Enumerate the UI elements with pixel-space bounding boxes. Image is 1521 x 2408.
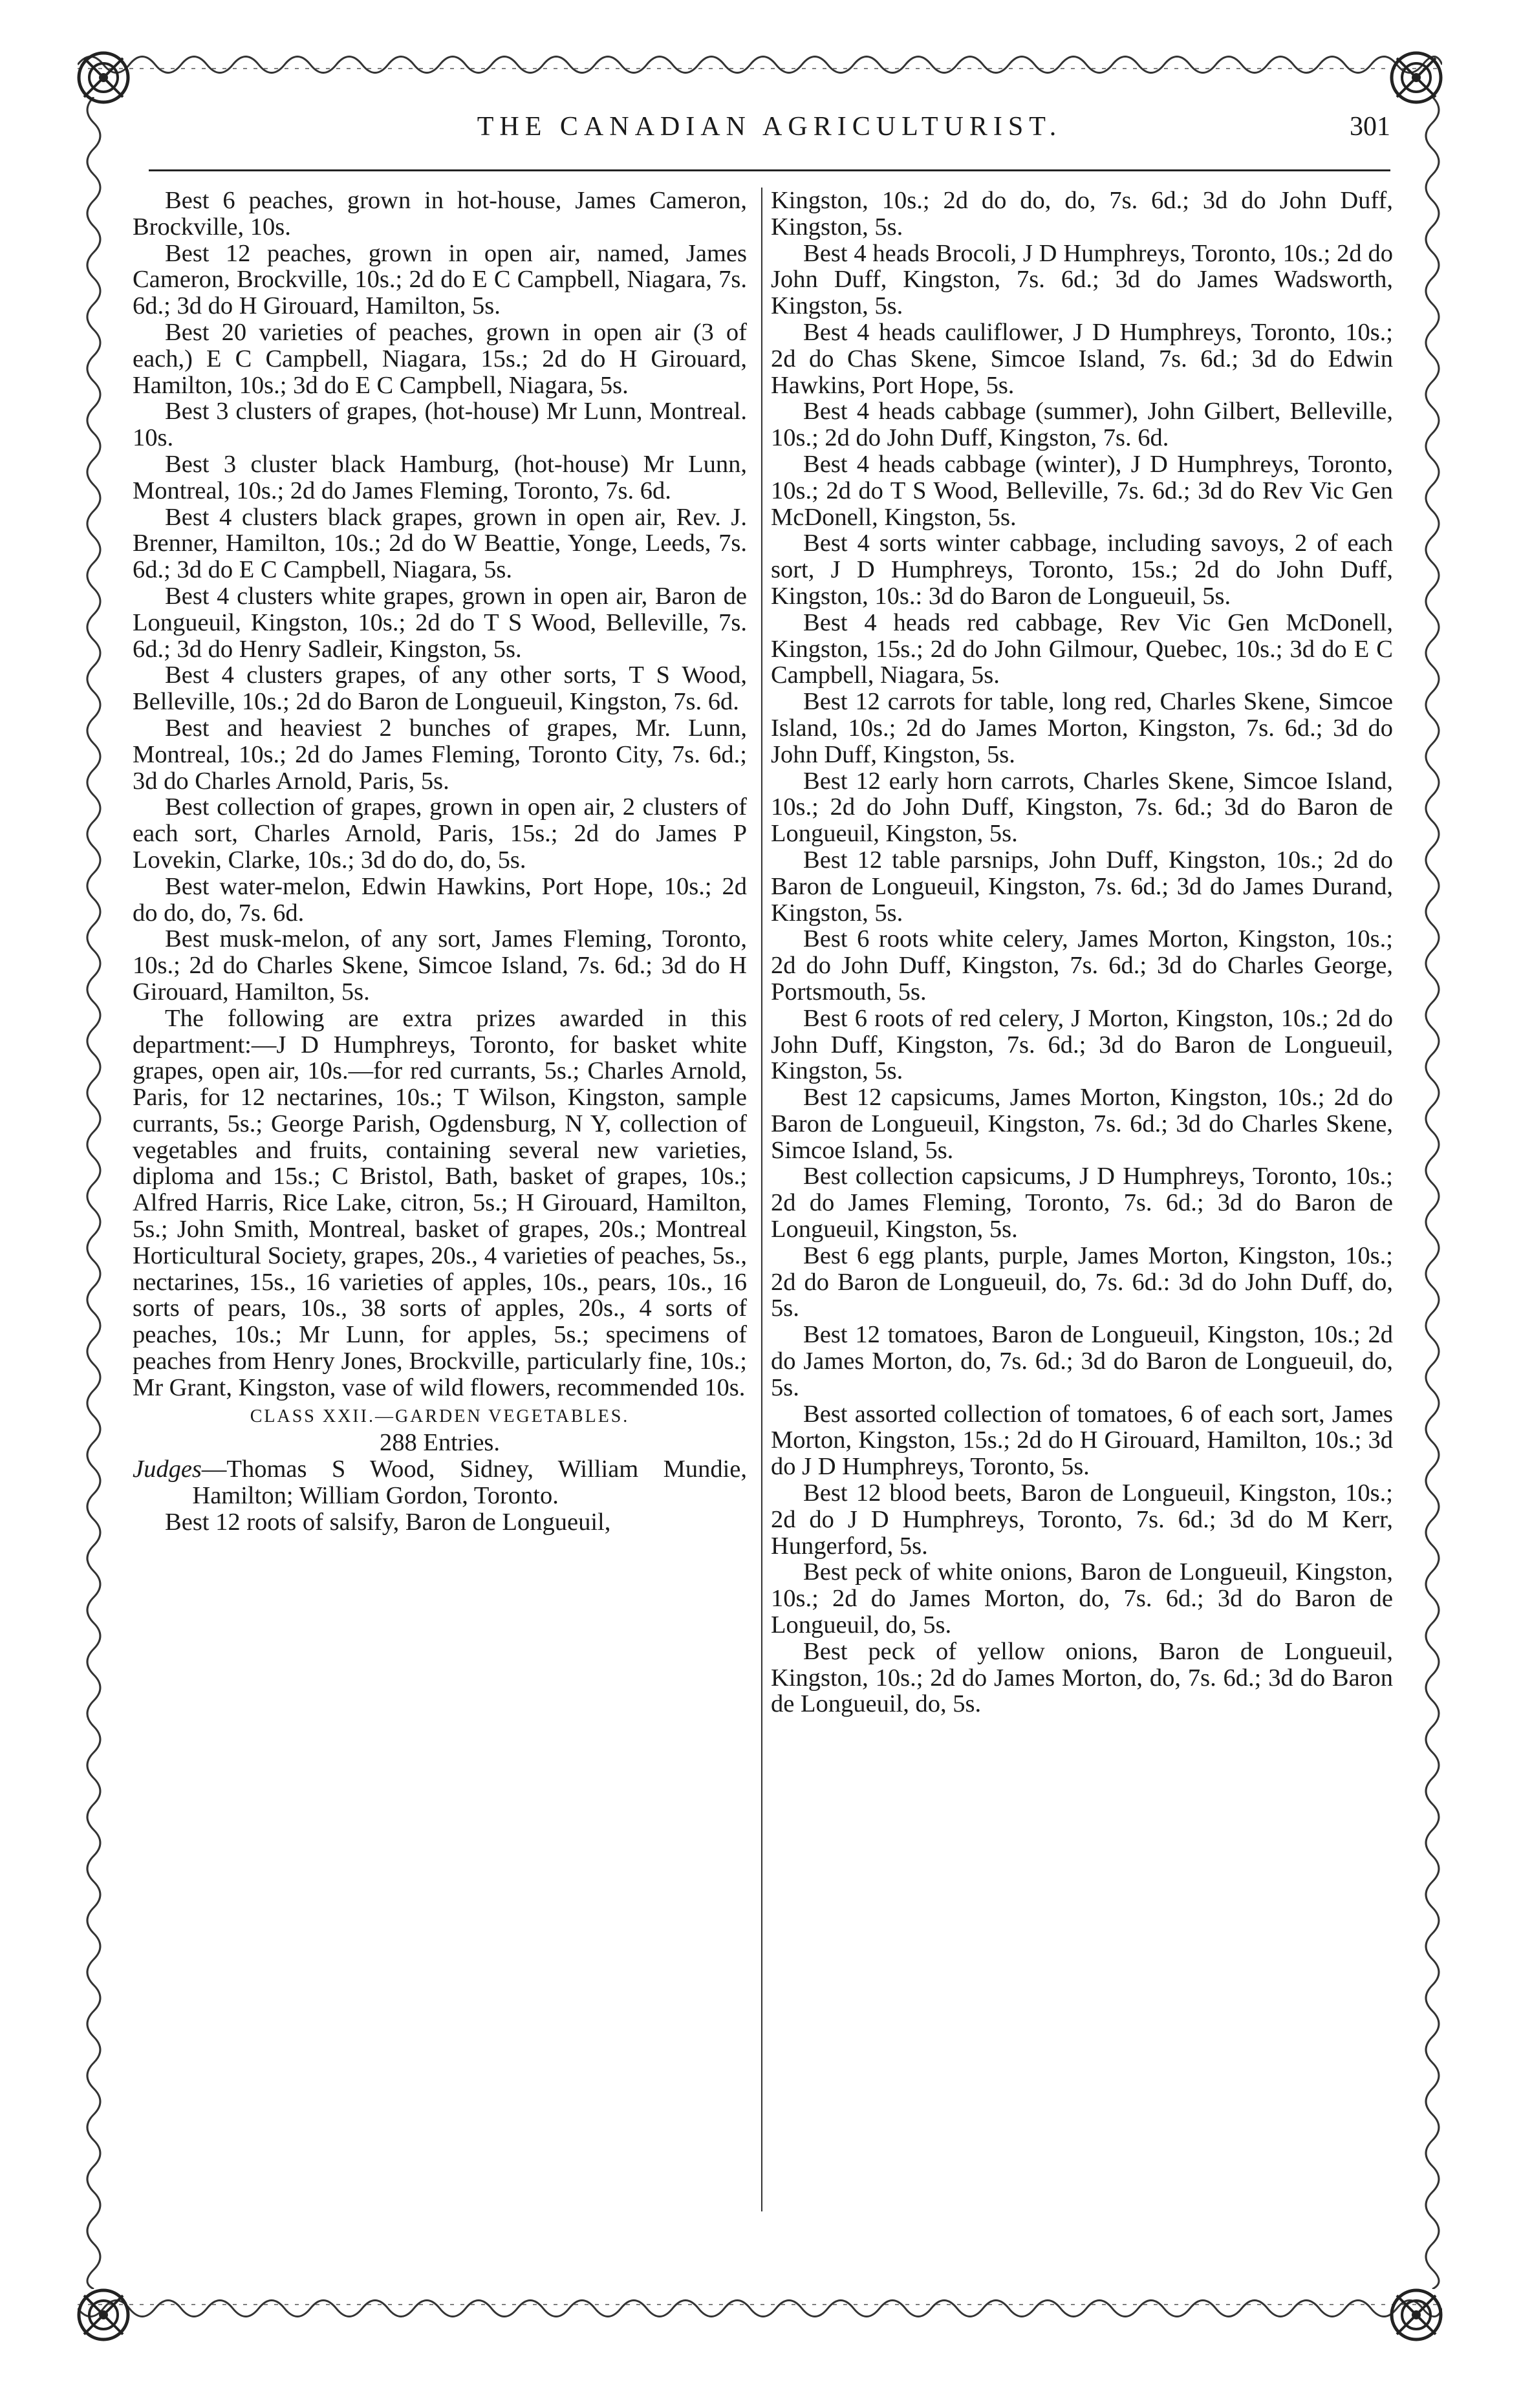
- prize-paragraph: Best 4 clusters grapes, of any other sorts, T S Wood, Belleville, 10s.; 2d do Baron de Longueuil, Kingston, 7s. 6d.: [133, 661, 747, 716]
- prize-paragraph: Best 4 heads red cabbage, Rev Vic Gen McDonell, Kingston, 15s.; 2d do John Gilmour, Quebec, 10s.; 3d do E C Campbell, Niagara, 5s.: [771, 608, 1393, 689]
- column-divider: [761, 188, 762, 2211]
- left-column: [133, 188, 747, 1536]
- continued-paragraph: Kingston, 10s.; 2d do do, do, 7s. 6d.; 3d do John Duff, Kingston, 5s.: [771, 187, 1393, 241]
- right-column: [771, 188, 1393, 1717]
- prize-paragraph: Best 3 clusters of grapes, (hot-house) Mr Lunn, Montreal. 10s.: [133, 398, 747, 452]
- corner-ornament-bottom-right: [1365, 2263, 1455, 2354]
- corner-ornament-top-left: [65, 39, 155, 129]
- prize-paragraph: Best collection of grapes, grown in open air, 2 clusters of each sort, Charles Arnold, Paris, 15s.; 2d do James P Lovekin, Clarke, 10s.; 3d do do, do, 5s.: [133, 793, 747, 874]
- header-rule: [149, 169, 1390, 171]
- prize-paragraph: Best 4 heads Brocoli, J D Humphreys, Toronto, 10s.; 2d do John Duff, Kingston, 7s. 6d.; 3d do James Wadsworth, Kingston, 5s.: [771, 239, 1393, 320]
- prize-paragraph: Best 6 peaches, grown in hot-house, James Cameron, Brockville, 10s.: [133, 187, 747, 241]
- judges-label: Judges: [133, 1456, 202, 1483]
- prize-paragraph: Best 12 table parsnips, John Duff, Kingston, 10s.; 2d do Baron de Longueuil, Kingston, 7s. 6d.; 3d do James Durand, Kingston, 5s.: [771, 846, 1393, 927]
- prize-paragraph: Best 12 tomatoes, Baron de Longueuil, Kingston, 10s.; 2d do James Morton, do, 7s. 6d.; 3d do Baron de Longueuil, do, 5s.: [771, 1321, 1393, 1401]
- prize-paragraph: Best 12 peaches, grown in open air, named, James Cameron, Brockville, 10s.; 2d do E C Campbell, Niagara, 7s. 6d.; 3d do H Girouard, Hamilton, 5s.: [133, 239, 747, 320]
- extra-prizes-paragraph: The following are extra prizes awarded in this department:—J D Humphreys, Toronto, for basket white grapes, open air, 10s.—for red currants, 5s.; Charles Arnold, Paris, for 12 nectarines, 10s.; T Wilson, Kingston, sample currants, 5s.; George Parish, Ogdensburg, N Y, collection of vegetables and fruits, containing several new varieties, diploma and 15s.; C Bristol, Bath, basket of grapes, 10s.; Alfred Harris, Rice Lake, citron, 5s.; H Girouard, Hamilton, 5s.; John Smith, Montreal, basket of grapes, 20s.; Montreal Horticultural Society, grapes, 20s., 4 varieties of peaches, 5s., nectarines, 15s., 16 varieties of apples, 10s., pears, 10s., 16 sorts of pears, 10s., 38 sorts of apples, 20s., 4 sorts of peaches, 10s.; Mr Lunn, for apples, 5s.; specimens of peaches from Henry Jones, Brockville, particularly fine, 10s.; Mr Grant, Kingston, vase of wild flowers, recommended 10s.: [133, 1004, 747, 1401]
- page-number: 301: [1350, 112, 1390, 142]
- corner-ornament-bottom-left: [65, 2263, 155, 2354]
- prize-paragraph: Best 6 egg plants, purple, James Morton, Kingston, 10s.; 2d do Baron de Longueuil, do, 7s. 6d.: 3d do John Duff, do, 5s.: [771, 1242, 1393, 1322]
- prize-paragraph: Best 4 heads cauliflower, J D Humphreys, Toronto, 10s.; 2d do Chas Skene, Simcoe Island, 7s. 6d.; 3d do Edwin Hawkins, Port Hope, 5s.: [771, 318, 1393, 399]
- prize-paragraph: Best water-melon, Edwin Hawkins, Port Hope, 10s.; 2d do do, do, 7s. 6d.: [133, 872, 747, 927]
- prize-paragraph: Best 6 roots white celery, James Morton, Kingston, 10s.; 2d do John Duff, Kingston, 7s. 6d.; 3d do Charles George, Portsmouth, 5s.: [771, 925, 1393, 1005]
- ornamental-border-right: [1416, 97, 1449, 2289]
- judges-names: —Thomas S Wood, Sidney, William Mundie, Hamilton; William Gordon, Toronto.: [192, 1456, 747, 1510]
- prize-paragraph: Best 12 early horn carrots, Charles Skene, Simcoe Island, 10s.; 2d do John Duff, Kingston, 7s. 6d.; 3d do Baron de Longueuil, Kingston, 5s.: [771, 767, 1393, 848]
- prize-paragraph: Best assorted collection of tomatoes, 6 of each sort, James Morton, Kingston, 15s.; 2d do H Girouard, Hamilton, 10s.; 3d do J D Humphreys, Toronto, 5s.: [771, 1400, 1393, 1481]
- prize-paragraph: Best 6 roots of red celery, J Morton, Kingston, 10s.; 2d do John Duff, Kingston, 7s. 6d.; 3d do Baron de Longueuil, Kingston, 5s.: [771, 1004, 1393, 1085]
- prize-paragraph: Best 20 varieties of peaches, grown in open air (3 of each,) E C Campbell, Niagara, 15s.; 2d do H Girouard, Hamilton, 10s.; 3d do E C Campbell, Niagara, 5s.: [133, 318, 747, 399]
- ornamental-border-bottom: [78, 2289, 1442, 2328]
- prize-paragraph: Best 4 clusters white grapes, grown in open air, Baron de Longueuil, Kingston, 10s.; 2d do T S Wood, Belleville, 7s. 6d.; 3d do Henry Sadleir, Kingston, 5s.: [133, 582, 747, 663]
- prize-paragraph: Best 12 blood beets, Baron de Longueuil, Kingston, 10s.; 2d do J D Humphreys, Toronto, 7s. 6d.; 3d do M Kerr, Hungerford, 5s.: [771, 1479, 1393, 1560]
- running-header: [149, 103, 1390, 155]
- prize-paragraph: Best 12 roots of salsify, Baron de Longueuil,: [165, 1508, 611, 1536]
- prize-paragraph: Best 12 capsicums, James Morton, Kingston, 10s.; 2d do Baron de Longueuil, Kingston, 7s. 6d.; 3d do Charles Skene, Simcoe Island, 5s.: [771, 1084, 1393, 1164]
- prize-paragraph: Best musk-melon, of any sort, James Fleming, Toronto, 10s.; 2d do Charles Skene, Simcoe Island, 7s. 6d.; 3d do H Girouard, Hamilton, 5s.: [133, 925, 747, 1005]
- prize-paragraph: Best 4 clusters black grapes, grown in open air, Rev. J. Brenner, Hamilton, 10s.; 2d do W Beattie, Yonge, Leeds, 7s. 6d.; 3d do E C Campbell, Niagara, 5s.: [133, 503, 747, 584]
- prize-paragraph: Best 12 carrots for table, long red, Charles Skene, Simcoe Island, 10s.; 2d do James Morton, Kingston, 7s. 6d.; 3d do John Duff, Kingston, 5s.: [771, 688, 1393, 768]
- prize-paragraph: Best and heaviest 2 bunches of grapes, Mr. Lunn, Montreal, 10s.; 2d do James Fleming, Toronto City, 7s. 6d.; 3d do Charles Arnold, Paris, 5s.: [133, 714, 747, 795]
- prize-paragraph: Best peck of white onions, Baron de Longueuil, Kingston, 10s.; 2d do James Morton, do, 7s. 6d.; 3d do Baron de Longueuil, do, 5s.: [771, 1558, 1393, 1639]
- ornamental-border-left: [78, 97, 110, 2289]
- judges-line: [133, 1456, 747, 1509]
- prize-paragraph: Best 4 heads cabbage (winter), J D Humphreys, Toronto, 10s.; 2d do T S Wood, Belleville, 7s. 6d.; 3d do Rev Vic Gen McDonell, Kingston, 5s.: [771, 450, 1393, 531]
- prize-paragraph: Best 4 sorts winter cabbage, including savoys, 2 of each sort, J D Humphreys, Toronto, 15s.; 2d do John Duff, Kingston, 10s.: 3d do Baron de Longueuil, 5s.: [771, 530, 1393, 610]
- running-title: THE CANADIAN AGRICULTURIST.: [477, 112, 1063, 142]
- prize-paragraph: Best peck of yellow onions, Baron de Longueuil, Kingston, 10s.; 2d do James Morton, do, 7s. 6d.; 3d do Baron de Longueuil, do, 5s.: [771, 1637, 1393, 1718]
- class-heading: CLASS XXII.—GARDEN VEGETABLES.: [250, 1406, 630, 1426]
- ornamental-border-top: [78, 45, 1442, 84]
- prize-paragraph: Best collection capsicums, J D Humphreys, Toronto, 10s.; 2d do James Fleming, Toronto, 7s. 6d.; 3d do Baron de Longueuil, Kingston, 5s.: [771, 1163, 1393, 1243]
- entries-count: 288 Entries.: [379, 1429, 501, 1457]
- prize-paragraph: Best 3 cluster black Hamburg, (hot-house) Mr Lunn, Montreal, 10s.; 2d do James Fleming, Toronto, 7s. 6d.: [133, 450, 747, 504]
- prize-paragraph: Best 4 heads cabbage (summer), John Gilbert, Belleville, 10s.; 2d do John Duff, Kingston, 7s. 6d.: [771, 398, 1393, 452]
